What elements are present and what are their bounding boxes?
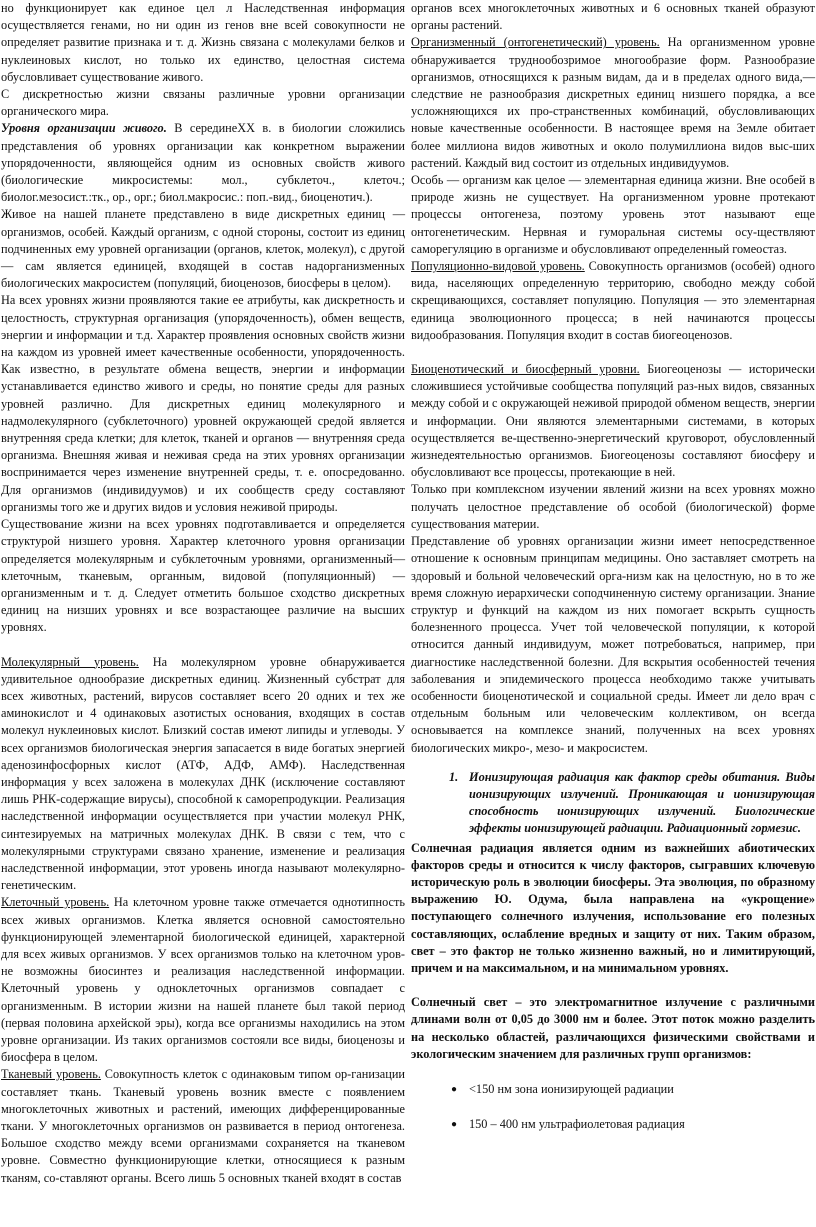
list-item-text: <150 нм зона ионизирующей радиации (469, 1081, 674, 1096)
radiation-list (411, 1081, 815, 1133)
left-paragraph-4: Живое на нашей планете представлено в виде дискретных единиц — организмов, особей. Каждый организм, с одной стороны, состоит из единиц подчиненных ему уровней организации (органов, клеток, молекул), с другой — сам является единицей, входящей в состав надорганизменных биологических макросистем (популяций, биоценозов, биосферы в целом). (1, 207, 405, 291)
population-level-text: Совокупность организмов (особей) одного вида, населяющих определенную территорию, свободно между собой скрещивающихся, составляет популяцию. Популяция — это элементарная единица эволюционного процесса; в ней начинаются процессы видообразования. Популяция входит в состав биогеоценозов. (411, 259, 815, 342)
section-heading-text: Ионизирующая радиация как фактор среды обитания. Виды ионизирующих излучений. Проникающая и ионизирующая способность ионизирующих излучений. Биологические эффекты ионизирующей радиации. Радиационный гормезис. (469, 769, 815, 836)
molecular-level-title: Молекулярный уровень. (1, 654, 139, 669)
left-paragraph-2: С дискретностью жизни связаны различные уровни организации органического мира. (1, 87, 405, 119)
right-paragraph-9: Солнечный свет – это электромагнитное излучение с различными длинами волн от 0,05 до 3000 нм и более. Этот поток можно разделить на несколько областей, различающихся физическими свойствами и экологическим значением для различных групп организмов: (411, 995, 815, 1061)
organism-level-text: На организменном уровне обнаруживается труднообозримое многообразие форм. Разнообразие организмов, относящихся к разным видам, да и в пределах одного вида,— следствие не разнообразия дискретных единиц низшего порядка, а все усложняющихся их про-странственных комбинаций, обусловливающих новые качественные особенности. В настоящее время на Земле обитает более миллиона видов животных и около полумиллиона видов выс-ших растений. Каждый вид состоит из отдельных индивидуумов. (411, 35, 815, 170)
left-paragraph-1: но функционирует как единое цел л Наследственная информация осуществляется генами, но ни один из генов вне всей совокупности не определяет развитие признака и т. д. Жизнь связана с молекулами белков и нуклеиновых кислот, но только их единство, целостная система обусловливает существование живого. (1, 1, 405, 84)
right-paragraph-3: Особь — организм как целое — элементарная единица жизни. Вне особей в природе жизнь не существует. На организменном уровне протекают процессы онтогенеза, поэтому уровень этот называют еще онтогенетическим. Нервная и гуморальная системы осу-ществляют саморегуляцию в организме и обусловливают определенный гомеостаз. (411, 173, 815, 256)
biocenotic-level-title: Биоценотический и биосферный уровни. (411, 362, 640, 377)
right-column (411, 0, 815, 1133)
right-paragraph-1: органов всех многоклеточных животных и 6 основных тканей образуют органы растений. (411, 1, 815, 33)
cellular-level-paragraph (1, 894, 405, 1066)
tissue-level-title: Тканевый уровень. (1, 1067, 101, 1082)
population-level-paragraph (411, 258, 815, 344)
list-item-text: 150 – 400 нм ультрафиолетовая радиация (469, 1117, 685, 1132)
cellular-level-title: Клеточный уровень. (1, 895, 110, 910)
left-paragraph-levels (1, 120, 405, 206)
tissue-level-paragraph (1, 1066, 405, 1186)
organism-level-paragraph (411, 34, 815, 172)
biocenotic-level-text: Биогеоценозы — исторически сложившиеся устойчивые сообщества популяций раз-ных видов, связанных между собой и с окружающей неживой природой обменом веществ, энергии и информации. Они являются элементарными системами, в которых осуществляется ве-щественно-энергетический круговорот, обусловленный жизнедеятельностью организмов. Биогеоценозы составляют биосферу и обусловливают все процессы, протекающие в ней. (411, 362, 815, 480)
right-paragraph-8: Солнечная радиация является одним из важнейших абиотических факторов среды и относится к числу факторов, сыгравших ключевую историческую роль в эволюции биосферы. Эта эволюция, по образному выражению Ю. Одума, была направлена на «укрощение» поступающего солнечного излучения, использование его полезных составляющих, ослабление вредных и защиту от них. Таким образом, свет – это фактор не только жизненно важный, но и лимитирующий, причем и на максимальном, и на минимальном уровнях. (411, 840, 815, 975)
cellular-level-text: На клеточном уровне также отмечается однотипность всех живых организмов. Клетка является основной самостоятельно функционирующей элементарной биологической единицей, характерной для всех живых организмов. У всех организмов только на клеточном уров-не возможны биосинтез и реализация наследственной информации. Клеточный уровень у одноклеточных организмов совпадает с организменным. В истории жизни на нашей планете был такой период (первая половина архейской эры), когда все организмы находились на этом уровне организации. Из таких организмов состояли все виды, биоценозы и биосфера в целом. (1, 895, 405, 1065)
left-column (1, 0, 405, 1187)
list-item (411, 1116, 815, 1133)
biocenotic-level-paragraph (411, 361, 815, 481)
population-level-title: Популяционно-видовой уровень. (411, 259, 585, 274)
levels-text: В серединеXX в. в биологии сложились представления об уровнях организации как конкретном выражении упорядоченности, являющейся одним из основных свойств живого (биологические микросистемы: мол., субклеточ., клеточ.; биолог.мезосист.:тк., ор., орг.; биол.макросис.: поп.-вид., биоценотич.). (1, 121, 405, 205)
left-paragraph-6: Существование жизни на всех уровнях подготавливается и определяется структурой низшего уровня. Характер клеточного уровня организации определяется молекулярным и субклеточным уровнями, организменный— клеточным, тканевым, органным, видовой (популяционный) — организменным и т. д. Следует отметить большое сходство дискретных единиц на низших уровнях и все возрастающее различие на высших уровнях. (1, 517, 405, 635)
spacer (411, 977, 815, 994)
molecular-level-text: На молекулярном уровне обнаруживается удивительное однообразие дискретных единиц. Жизненный субстрат для всех животных, растений, вирусов составляет всего 20 одних и тех же аминокислот и 4 одинаковых азотистых основания, входящих в состав молекул нуклеиновых кислот. Близкий состав имеют липиды и углеводы. У всех организмов биологическая энергия запасается в виде богатых энергией аденозинфосфорных кислот (АТФ, АДФ, АМФ). Наследственная информация у всех заложена в молекулах ДНК (исключение составляют лишь РНК-содержащие вирусы), способной к саморепродукции. Реализация наследственной информации осуществляется при участии молекул РНК, синтезируемых на матричных молекулах ДНК. В связи с тем, что с молекулярными структурами связано хранение, изменение и реализация наследственной информации, этот уровень иногда называют молекулярно-генетическим. (1, 654, 405, 893)
tissue-level-text: Совокупность клеток с одинаковым типом ор-ганизации составляет ткань. Тканевый уровень возник вместе с появлением многоклеточных животных и растений, имеющих дифференцированные ткани. У многоклеточных организмов он развивается в период онтогенеза. Большое сходство между всеми организмами сохраняется на тканевом уровне. Совместно функционирующие клетки, относящиеся к разным тканям, со-ставляют органы. Всего лишь 5 основных тканей входят в состав (1, 1067, 405, 1185)
organism-level-title: Организменный (онтогенетический) уровень. (411, 35, 660, 50)
spacer (411, 344, 815, 361)
bullet-icon: ● (451, 1119, 458, 1131)
right-paragraph-7: Представление об уровнях организации жизни имеет непосредственное отношение к основным принципам медицины. Оно заставляет смотреть на здоровый и больной человеческий орга-низм как на целостную, но в то же время сложную иерархически соподчиненную систему организации. Знание структур и функций на каждом из них помогает вскрыть сущность болезненного процесса. Учет той человеческой популяции, к которой относится данный индивидуум, может потребоваться, например, при диагностике наследственной болезни. Для вскрытия особенностей течения заболевания и эпидемического процесса необходимо также учитывать особенности биоценотической и социальной среды. Имеет ли дело врач с отдельным больным или человеческим коллективом, он всегда основывается на комплексе знаний, полученных на всех уровнях биологических микро-, мезо- и макросистем. (411, 534, 815, 755)
left-paragraph-5: На всех уровнях жизни проявляются такие ее атрибуты, как дискретность и целостность, структурная организация (упорядоченность), обмен веществ, энергии и информации и т.д. Характер проявления основных свойств жизни на каждом из уровней имеет качественные особенности, упорядоченность. Как известно, в результате обмена веществ, энергии и информации устанавливается единство живого и среды, но понятие среды для разных уровней различно. Для дискретных единиц молекулярного и надмолекулярного (субклеточного) уровней окружающей средой является внутренняя среда клетки; для клеток, тканей и органов — внутренняя среда организма. Внешняя живая и неживая среда на этих уровнях организации воспринимается через изменение внутренней среды, т. е. опосредованно. Для организмов (индивидуумов) и их сообществ среду составляют организмы того же и других видов и условия неживой природы. (1, 293, 405, 514)
molecular-level-paragraph (1, 654, 405, 895)
section-heading (411, 769, 815, 838)
section-number: 1. (449, 769, 459, 784)
levels-title: Уровня организации живого. (1, 121, 167, 136)
right-paragraph-6: Только при комплексном изучении явлений жизни на всех уровнях можно получать целостное представление об особой (биологической) форме существования материи. (411, 482, 815, 531)
list-item (411, 1081, 815, 1098)
spacer (1, 637, 405, 654)
bullet-icon: ● (451, 1083, 458, 1095)
